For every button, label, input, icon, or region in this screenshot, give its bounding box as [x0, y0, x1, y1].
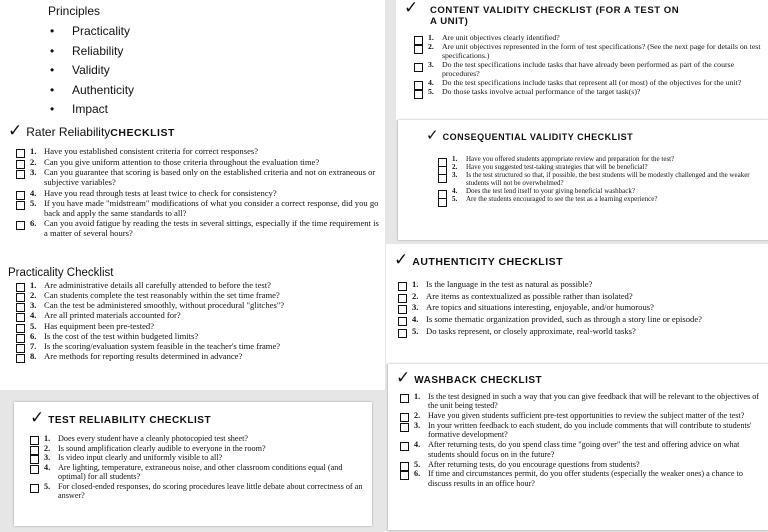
checkbox-icon: [16, 170, 25, 179]
checkmark-icon: ✓: [396, 368, 411, 388]
item-number: 1.: [452, 155, 458, 163]
item-text: After returning tests, do you spend class time "going over" the test and offering advice on what students should focus on in the future?: [428, 440, 740, 459]
checkbox-icon: [16, 354, 25, 363]
principle-item: • Impact: [50, 102, 109, 116]
checkmark-icon: ✓: [8, 121, 23, 141]
content-validity-list: [414, 34, 764, 98]
rater-list: [16, 147, 382, 240]
item-number: 8.: [30, 350, 37, 361]
bullet-icon: •: [50, 43, 55, 58]
item-text: Are administrative details all carefully attended to before the test?: [44, 280, 271, 290]
item-number: 3.: [412, 302, 419, 313]
item-number: 2.: [44, 443, 51, 453]
item-number: 3.: [428, 60, 434, 70]
checklist-item: [16, 311, 382, 321]
item-text: Are methods for reporting results determined in advance?: [44, 350, 243, 361]
checklist-item: [398, 315, 764, 325]
checklist-item: [16, 158, 382, 168]
item-number: 6.: [30, 218, 37, 229]
item-number: 1.: [428, 33, 434, 42]
item-text: If time and circumstances permit, do you offer students (especially the weaker ones) a chance to discuss results in an office hour?: [428, 469, 743, 488]
checkbox-icon: [398, 294, 407, 303]
principle-item: • Practicality: [50, 24, 131, 38]
item-text: Have you established consistent criteria for correct responses?: [44, 146, 259, 156]
item-number: 2.: [412, 290, 419, 301]
item-text: Have you offered students appropriate review and preparation for the test?: [466, 155, 675, 163]
checklist-item: [414, 61, 764, 78]
checklist-item: [30, 434, 368, 443]
checkbox-icon: [414, 90, 423, 99]
checkbox-icon: [398, 329, 407, 338]
checkbox-icon: [16, 221, 25, 230]
item-number: 1.: [30, 280, 37, 290]
checkmark-icon: ✓: [394, 250, 409, 270]
item-number: 1.: [414, 392, 421, 401]
checklist-item: [30, 453, 368, 462]
checkbox-icon: [438, 174, 447, 183]
item-number: 5.: [30, 198, 37, 209]
checklist-item: [30, 482, 368, 500]
item-number: 2.: [428, 42, 434, 52]
item-text: Have you read through tests at least twice to check for consistency?: [44, 187, 277, 198]
item-number: 5.: [412, 325, 419, 336]
item-text: Are lighting, temperature, extraneous noise, and other classroom conditions equal (and optimal) for all students?: [58, 463, 343, 482]
authenticity-panel: [386, 244, 768, 364]
item-text: Are unit objectives represented in the form of test specifications? (See the next page for details on test specifications.): [442, 42, 761, 60]
checklist-item: [400, 469, 764, 487]
checklist-item: [16, 168, 382, 187]
checklist-item: [16, 342, 382, 352]
checkbox-icon: [30, 484, 39, 493]
item-text: Can you avoid fatigue by reading the tests in several sittings, especially if the time requirement is a matter of several hours?: [44, 218, 379, 238]
item-number: 4.: [414, 440, 421, 450]
checklist-item: [400, 421, 764, 439]
checklist-item: [16, 189, 382, 199]
item-text: Do the test specifications include tasks that have already been performed as part of the course procedures?: [442, 60, 735, 78]
checklist-item: [398, 327, 764, 337]
rater-title: ✓ Rater ReliabilityCHECKLIST: [8, 121, 175, 141]
item-number: 6.: [414, 469, 421, 479]
item-number: 5.: [452, 195, 458, 204]
item-text: Is the cost of the test within budgeted limits?: [44, 330, 199, 341]
item-text: Can the test be administered smoothly, without procedural "glitches"?: [44, 300, 285, 311]
checklist-item: [16, 219, 382, 238]
item-text: Does the test lend itself to your giving beneficial washback?: [466, 187, 635, 196]
principles-heading: Principles: [48, 4, 101, 18]
principle-item: • Authenticity: [50, 82, 135, 97]
checklist-item: [438, 196, 764, 204]
bullet-icon: •: [50, 102, 55, 116]
checkbox-icon: [414, 63, 423, 72]
item-number: 5.: [30, 320, 37, 331]
item-number: 3.: [44, 453, 51, 463]
checklist-item: [400, 460, 764, 469]
checkbox-icon: [400, 423, 409, 432]
item-number: 6.: [30, 330, 37, 341]
principles-panel: [0, 0, 385, 122]
item-number: 4.: [44, 463, 51, 473]
item-text: Have you suggested test-taking strategies that will be beneficial?: [466, 163, 648, 172]
bullet-icon: •: [50, 24, 55, 38]
authenticity-list: [398, 280, 764, 338]
consequential-validity-panel: [398, 120, 768, 240]
item-number: 2.: [30, 156, 37, 167]
item-number: 7.: [30, 340, 37, 351]
washback-panel: [388, 364, 768, 530]
item-number: 3.: [30, 167, 37, 178]
checklist-item: [16, 332, 382, 342]
checklist-item: [16, 199, 382, 218]
checkbox-icon: [414, 45, 423, 54]
item-number: 2.: [452, 163, 458, 172]
bullet-icon: •: [50, 82, 55, 97]
consequential-list: [438, 156, 764, 204]
item-number: 1.: [44, 434, 51, 443]
item-text: Do the test specifications include tasks that represent all (or most) of the objectives for the unit?: [442, 78, 742, 88]
item-number: 5.: [44, 481, 51, 491]
checklist-item: [16, 147, 382, 157]
item-number: 2.: [30, 290, 37, 301]
checklist-item: [30, 444, 368, 453]
item-text: Is the scoring/evaluation system feasible in the teacher's time frame?: [44, 340, 281, 351]
bullet-icon: •: [50, 63, 55, 77]
checklist-item: [400, 440, 764, 458]
item-text: Is the language in the test as natural as possible?: [426, 279, 593, 289]
item-text: Can you guarantee that scoring is based only on the established criteria and not on extraneous or subjective variables?: [44, 167, 376, 187]
item-text: Is some thematic organization provided, such as through a story line or episode?: [426, 313, 702, 324]
checkbox-icon: [400, 471, 409, 480]
checkmark-icon: ✓: [404, 0, 419, 18]
item-text: Is the test designed in such a way that you can give feedback that will be relevant to the objectives of the unit being tested?: [428, 392, 760, 411]
item-text: For closed-ended responses, do scoring procedures leave little debate about correctness of an answer?: [58, 481, 363, 501]
item-text: Does every student have a cleanly photocopied test sheet?: [58, 434, 249, 443]
item-text: If you have made "midstream" modifications of what you consider a correct response, did you go back and apply the same standards to all?: [44, 198, 379, 218]
item-text: Is sound amplification clearly audible to everyone in the room?: [58, 443, 266, 453]
checklist-item: [398, 292, 764, 302]
authenticity-title: ✓ AUTHENTICITY CHECKLIST: [394, 250, 564, 270]
item-number: 5.: [414, 459, 421, 469]
item-number: 3.: [452, 171, 458, 180]
item-text: In your written feedback to each student, do you include comments that will contribute to students' formative development?: [428, 421, 752, 440]
item-text: Can you give uniform attention to those criteria throughout the evaluation time?: [44, 156, 320, 167]
item-number: 1.: [412, 279, 419, 289]
item-text: Do those tasks involve actual performance of the target task(s)?: [442, 87, 641, 97]
checkmark-icon: ✓: [30, 408, 45, 428]
practicality-list: [16, 281, 382, 362]
test-reliability-panel: [14, 402, 372, 526]
checkbox-icon: [400, 442, 409, 451]
test-reliability-list: [30, 434, 368, 501]
checklist-item: [398, 280, 764, 290]
checklist-item: [16, 322, 382, 332]
item-number: 4.: [412, 313, 419, 324]
practicality-panel: [0, 264, 385, 390]
consequential-title: ✓ CONSEQUENTIAL VALIDITY CHECKLIST: [426, 126, 634, 144]
item-text: Can students complete the test reasonably within the set time frame?: [44, 290, 280, 301]
checklist-item: [398, 303, 764, 313]
item-text: Has equipment been pre-tested?: [44, 320, 155, 331]
item-number: 4.: [30, 187, 37, 198]
checklist-item: [30, 463, 368, 481]
principle-item: • Validity: [50, 63, 110, 77]
item-text: Are all printed materials accounted for?: [44, 310, 181, 321]
checkbox-icon: [400, 394, 409, 403]
item-number: 4.: [428, 78, 434, 88]
item-number: 4.: [452, 187, 458, 196]
item-text: Is video input clearly and uniformly visible to all?: [58, 453, 223, 463]
item-text: Are items as contextualized as possible rather than isolated?: [426, 290, 633, 301]
checklist-item: [16, 352, 382, 362]
item-number: 1.: [30, 146, 37, 156]
test-reliability-title: ✓ TEST RELIABILITY CHECKLIST: [30, 408, 212, 428]
practicality-title: Practicality Checklist: [8, 267, 114, 279]
rater-reliability-panel: [0, 118, 385, 270]
checklist-item: [400, 411, 764, 420]
washback-title: ✓ WASHBACK CHECKLIST: [396, 368, 543, 388]
checkbox-icon: [398, 305, 407, 314]
checkbox-icon: [398, 317, 407, 326]
item-text: Is the test structured so that, if possible, the best students will be modestly challenged and the weaker students will not be overwhelmed?: [466, 171, 750, 188]
item-number: 3.: [414, 421, 421, 431]
item-number: 5.: [428, 87, 434, 97]
item-text: Have you given students sufficient pre-test opportunities to review the subject matter of the test?: [428, 411, 745, 421]
checklist-item: [438, 172, 764, 188]
content-validity-title: ✓ CONTENT VALIDITY CHECKLIST (FOR A TEST ON A UNIT): [404, 0, 680, 28]
checkbox-icon: [16, 201, 25, 210]
item-text: After returning tests, do you encourage questions from students?: [428, 459, 640, 469]
item-text: Do tasks represent, or closely approximate, real-world tasks?: [426, 325, 636, 336]
checklist-item: [414, 88, 764, 97]
item-text: Are the students encouraged to see the test as a learning experience?: [466, 195, 658, 204]
item-number: 3.: [30, 300, 37, 311]
item-text: Are unit objectives clearly identified?: [442, 33, 560, 42]
checkbox-icon: [398, 282, 407, 291]
checklist-item: [400, 392, 764, 410]
washback-list: [400, 392, 764, 489]
checkmark-icon: ✓: [426, 126, 439, 144]
content-validity-panel: [396, 0, 768, 120]
principles-list: [50, 24, 135, 122]
principle-item: • Reliability: [50, 43, 124, 58]
item-number: 2.: [414, 411, 421, 421]
checkbox-icon: [30, 465, 39, 474]
checkbox-icon: [438, 198, 447, 207]
checklist-item: [414, 43, 764, 60]
item-text: Are topics and situations interesting, enjoyable, and/or humorous?: [426, 302, 654, 313]
item-number: 4.: [30, 310, 37, 321]
